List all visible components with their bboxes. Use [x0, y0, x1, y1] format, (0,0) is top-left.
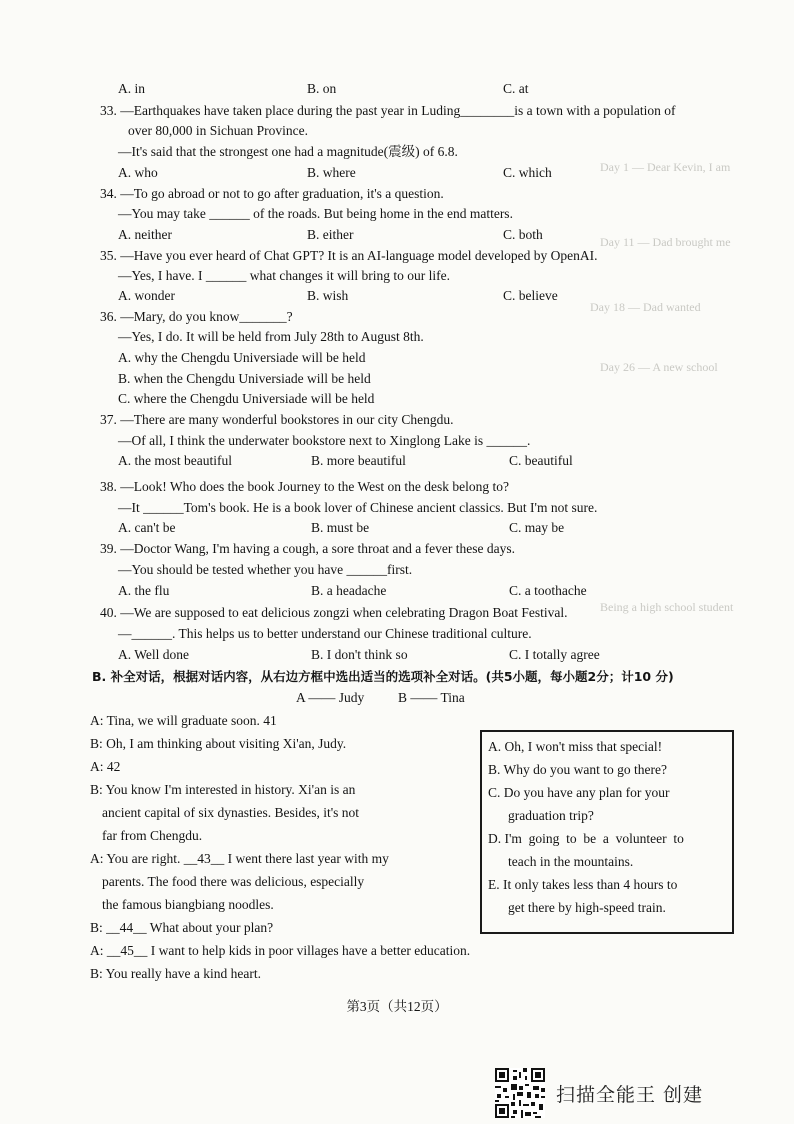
option-a: A. who	[118, 165, 158, 180]
question-stem: over 80,000 in Sichuan Province.	[128, 123, 308, 138]
box-option: A. Oh, I won't miss that special!	[488, 739, 663, 754]
option-a: A. why the Chengdu Universiade will be held	[118, 350, 366, 365]
dialogue-line: B: You know I'm interested in history. Xi'an is an	[90, 782, 356, 797]
bleed-through-text: Day 26 — A new school	[600, 360, 718, 374]
option-b: B. when the Chengdu Universiade will be held	[118, 371, 371, 386]
option-a: A. can't be	[118, 520, 176, 535]
question-stem: 33. —Earthquakes have taken place during the past year in Luding________is a town with a population of	[100, 103, 676, 118]
option-b: B. more beautiful	[311, 453, 406, 468]
box-option: E. It only takes less than 4 hours to	[488, 877, 678, 892]
dialogue-line: B: You really have a kind heart.	[90, 966, 261, 981]
option-c: C. a toothache	[509, 583, 587, 598]
question-stem: 39. —Doctor Wang, I'm having a cough, a sore throat and a fever these days.	[100, 541, 515, 556]
question-stem: —You may take ______ of the roads. But being home in the end matters.	[118, 206, 513, 221]
option-c: C. at	[503, 81, 529, 96]
box-option: graduation trip?	[508, 808, 594, 823]
page-number: 第3页（共12页）	[346, 999, 448, 1014]
section-heading: B. 补全对话，根据对话内容，从右边方框中选出适当的选项补全对话。(共5小题，每小题2分；计10 分)	[92, 669, 674, 684]
option-a: A. the most beautiful	[118, 453, 232, 468]
dialogue-line: A: Tina, we will graduate soon. 41	[90, 713, 277, 728]
option-b: B. I don't think so	[311, 647, 408, 662]
question-stem: —______. This helps us to better understand our Chinese traditional culture.	[118, 626, 532, 641]
option-b: B. wish	[307, 288, 349, 303]
bleed-through-text: Day 18 — Dad wanted	[590, 300, 701, 314]
dialogue-line: B: Oh, I am thinking about visiting Xi'an, Judy.	[90, 736, 347, 751]
question-stem: 37. —There are many wonderful bookstores in our city Chengdu.	[100, 412, 454, 427]
question-stem: —Yes, I have. I ______ what changes it will bring to our life.	[118, 268, 450, 283]
option-b: B. on	[307, 81, 337, 96]
question-stem: 34. —To go abroad or not to go after graduation, it's a question.	[100, 186, 444, 201]
question-stem: —You should be tested whether you have ______first.	[118, 562, 413, 577]
box-option: D. I'm going to be a volunteer to	[488, 831, 684, 846]
dialogue-line: A: 42	[90, 759, 121, 774]
box-option: C. Do you have any plan for your	[488, 785, 670, 800]
option-a: A. Well done	[118, 647, 190, 662]
option-b: B. where	[307, 165, 356, 180]
bleed-through-text: Day 1 — Dear Kevin, I am	[600, 160, 731, 174]
scanner-brand-label: 扫描全能王 创建	[556, 1084, 704, 1106]
question-stem: —It's said that the strongest one had a magnitude(震级) of 6.8.	[118, 144, 458, 159]
option-c: C. which	[503, 165, 552, 180]
question-stem: —It ______Tom's book. He is a book lover of Chinese ancient classics. But I'm not sure.	[118, 500, 598, 515]
dialogue-line: the famous biangbiang noodles.	[102, 897, 274, 912]
question-stem: —Of all, I think the underwater bookstore next to Xinglong Lake is ______.	[118, 433, 531, 448]
question-stem: 35. —Have you ever heard of Chat GPT? It is an AI-language model developed by OpenAI.	[100, 248, 598, 263]
option-c: C. beautiful	[509, 453, 573, 468]
dialogue-line: parents. The food there was delicious, especially	[102, 874, 365, 889]
option-c: C. may be	[509, 520, 565, 535]
question-stem: —Yes, I do. It will be held from July 28th to August 8th.	[118, 329, 424, 344]
bleed-through-text: Day 11 — Dad brought me	[600, 235, 731, 249]
option-c: C. both	[503, 227, 543, 242]
option-a: A. the flu	[118, 583, 170, 598]
qr-code-icon	[495, 1068, 545, 1118]
dialogue-line: A: You are right. __43__ I went there last year with my	[90, 851, 389, 866]
dialogue-line: A: __45__ I want to help kids in poor villages have a better education.	[90, 943, 471, 958]
bleed-through-text: Being a high school student	[600, 600, 734, 614]
option-a: A. in	[118, 81, 145, 96]
dialogue-line: B: __44__ What about your plan?	[90, 920, 274, 935]
box-option: get there by high-speed train.	[508, 900, 666, 915]
option-b: B. either	[307, 227, 354, 242]
option-c: C. I totally agree	[509, 647, 600, 662]
dialogue-line: ancient capital of six dynasties. Besides, it's not	[102, 805, 360, 820]
question-stem: 40. —We are supposed to eat delicious zongzi when celebrating Dragon Boat Festival.	[100, 605, 568, 620]
option-b: B. a headache	[311, 583, 387, 598]
option-c: C. where the Chengdu Universiade will be held	[118, 391, 375, 406]
option-a: A. neither	[118, 227, 172, 242]
box-option: B. Why do you want to go there?	[488, 762, 667, 777]
option-b: B. must be	[311, 520, 370, 535]
speakers-line: A —— Judy B —— Tina	[296, 690, 465, 705]
question-stem: 38. —Look! Who does the book Journey to the West on the desk belong to?	[100, 479, 509, 494]
question-stem: 36. —Mary, do you know_______?	[100, 309, 293, 324]
option-a: A. wonder	[118, 288, 175, 303]
box-option: teach in the mountains.	[508, 854, 634, 869]
dialogue-line: far from Chengdu.	[102, 828, 203, 843]
option-c: C. believe	[503, 288, 558, 303]
options-box	[480, 730, 734, 934]
